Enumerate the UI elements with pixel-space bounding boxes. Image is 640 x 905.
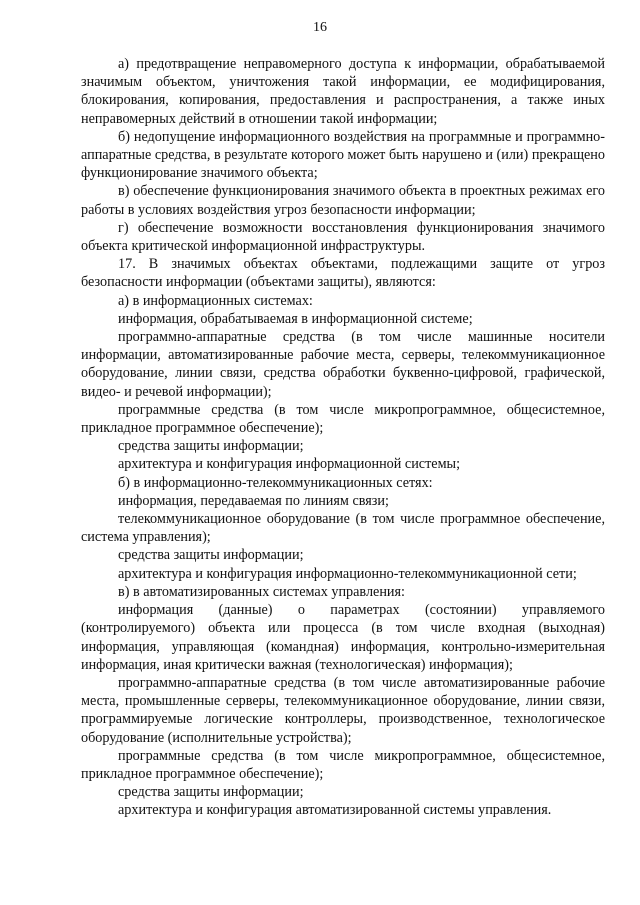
list-item: программные средства (в том числе микропрограммное, общесистемное, прикладное программное обеспечение);	[81, 747, 605, 782]
list-item: средства защиты информации;	[118, 438, 304, 455]
list-item: архитектура и конфигурация автоматизированной системы управления.	[118, 802, 552, 819]
paragraph-g-recovery: г) обеспечение возможности восстановления функционирования значимого объекта критической информационной инфраструктуры.	[81, 219, 605, 255]
page-number: 16	[313, 20, 327, 35]
list-item: программно-аппаратные средства (в том числе машинные носители информации, автоматизированные рабочие места, серверы, телекоммуникационное оборудование, линии связи, средства обработки буквенно-цифровой, графической, видео- и речевой информации);	[81, 329, 605, 400]
paragraph-b-impact: б) недопущение информационного воздействия на программные и программно-аппаратные средства, в результате которого может быть нарушено и (или) прекращено функционирование значимого объекта;	[81, 128, 605, 182]
list-item: программно-аппаратные средства (в том числе автоматизированные рабочие места, промышленные серверы, телекоммуникационное оборудование, линии связи, программируемые логические контроллеры, производственное, технологическое оборудование (исполнительные устройства);	[81, 674, 605, 746]
paragraph-17-intro: 17. В значимых объектах объектами, подлежащими защите от угроз безопасности информации (объектами защиты), являются:	[81, 256, 605, 291]
list-item: архитектура и конфигурация информационной системы;	[118, 456, 461, 473]
list-heading-information-systems: а) в информационных системах:	[118, 292, 313, 309]
list-item: телекоммуникационное оборудование (в том числе программное обеспечение, система управления);	[81, 511, 605, 546]
list-item: информация (данные) о параметрах (состоянии) управляемого (контролируемого) объекта или процесса (в том числе входная (выходная) информация, управляющая (командная) информация, контрольно-измерительная информация, иная критически важная (технологическая) информация);	[81, 602, 605, 673]
document-body	[81, 55, 605, 820]
paragraph-v-operation: в) обеспечение функционирования значимого объекта в проектных режимах его работы в условиях воздействия угроз безопасности информации;	[81, 183, 605, 218]
list-item: средства защиты информации;	[118, 784, 304, 801]
list-item: информация, обрабатываемая в информационной системе;	[118, 310, 473, 327]
list-item: архитектура и конфигурация информационно-телекоммуникационной сети;	[118, 565, 577, 582]
paragraph-a-prevention: а) предотвращение неправомерного доступа к информации, обрабатываемой значимым объектом, уничтожения такой информации, ее модифицирования, блокирования, копирования, предоставления и распространения, а также иных неправомерных действий в отношении такой информации;	[81, 56, 605, 127]
list-heading-automated-control-systems: в) в автоматизированных системах управления:	[118, 583, 405, 600]
list-item: средства защиты информации;	[118, 547, 304, 564]
list-heading-telecom-networks: б) в информационно-телекоммуникационных сетях:	[118, 474, 433, 491]
list-item: программные средства (в том числе микропрограммное, общесистемное, прикладное программное обеспечение);	[81, 401, 605, 437]
list-item: информация, передаваемая по линиям связи;	[118, 492, 389, 509]
